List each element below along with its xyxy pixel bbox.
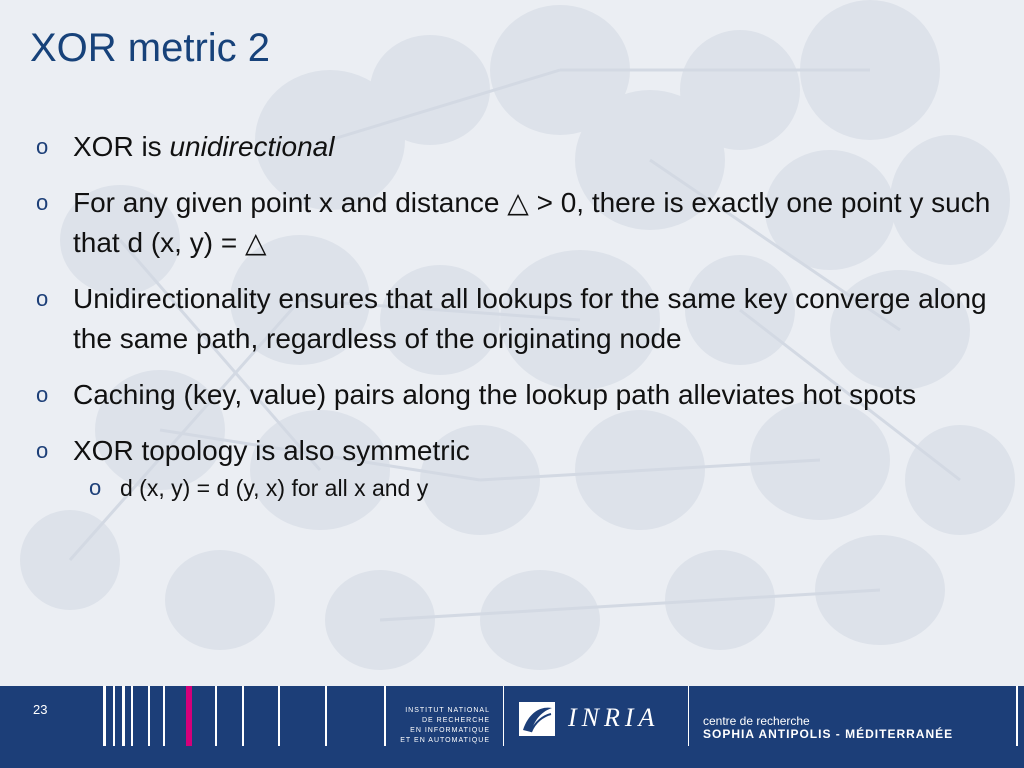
- bullet-text: Caching (key, value) pairs along the lookup path alleviates hot spots: [73, 379, 917, 410]
- footer-divider: [688, 686, 689, 746]
- inria-logo-icon: [519, 702, 555, 736]
- bullet-marker: o: [36, 190, 49, 215]
- footer-accent-stripe: [186, 686, 192, 746]
- bullet-marker: o: [36, 382, 49, 407]
- bullet-text: For any given point x and distance △ > 0, there is exactly one point y such that d (x, y) = △: [73, 187, 991, 258]
- bullet-text: XOR is: [73, 131, 170, 162]
- centre-name: SOPHIA ANTIPOLIS - MÉDITERRANÉE: [703, 727, 954, 741]
- footer-stripe: [1016, 686, 1018, 746]
- sub-bullet-marker: o: [89, 475, 102, 500]
- bullet-item: [30, 279, 1015, 359]
- footer-stripe: [215, 686, 217, 746]
- bullet-item: [30, 183, 1015, 263]
- footer-stripe: [325, 686, 327, 746]
- sub-bullet-item: [30, 473, 1015, 503]
- footer-stripe: [113, 686, 115, 746]
- footer-stripe: [103, 686, 106, 746]
- bullet-item: [30, 127, 1015, 167]
- bullet-marker: o: [36, 438, 49, 463]
- bullet-marker: o: [36, 286, 49, 311]
- bullet-list: [30, 127, 1015, 519]
- footer-divider: [503, 686, 504, 746]
- bullet-text-italic: unidirectional: [169, 131, 335, 162]
- sub-bullet-text: d (x, y) = d (y, x) for all x and y: [120, 475, 429, 501]
- bullet-text: XOR topology is also symmetric: [73, 435, 470, 466]
- bullet-item: [30, 431, 1015, 471]
- page-number: 23: [33, 702, 48, 717]
- institute-name: INSTITUT NATIONAL DE RECHERCHE EN INFORMATIQUE ET EN AUTOMATIQUE: [400, 707, 490, 744]
- inria-logo-text: INRIA: [568, 703, 660, 732]
- centre-label: centre de recherche: [703, 714, 810, 728]
- footer-stripe: [278, 686, 280, 746]
- footer-stripe: [163, 686, 165, 746]
- footer-stripe: [242, 686, 244, 746]
- footer-stripe: [384, 686, 386, 746]
- footer-stripe: [148, 686, 150, 746]
- bullet-item: [30, 375, 1015, 415]
- bullet-marker: o: [36, 134, 49, 159]
- bullet-text: Unidirectionality ensures that all lookups for the same key converge along the same path, regardless of the originating node: [73, 283, 987, 354]
- footer-stripe: [131, 686, 133, 746]
- slide-title: XOR metric 2: [30, 26, 271, 70]
- footer-bar: [0, 686, 1024, 768]
- footer-stripe: [122, 686, 125, 746]
